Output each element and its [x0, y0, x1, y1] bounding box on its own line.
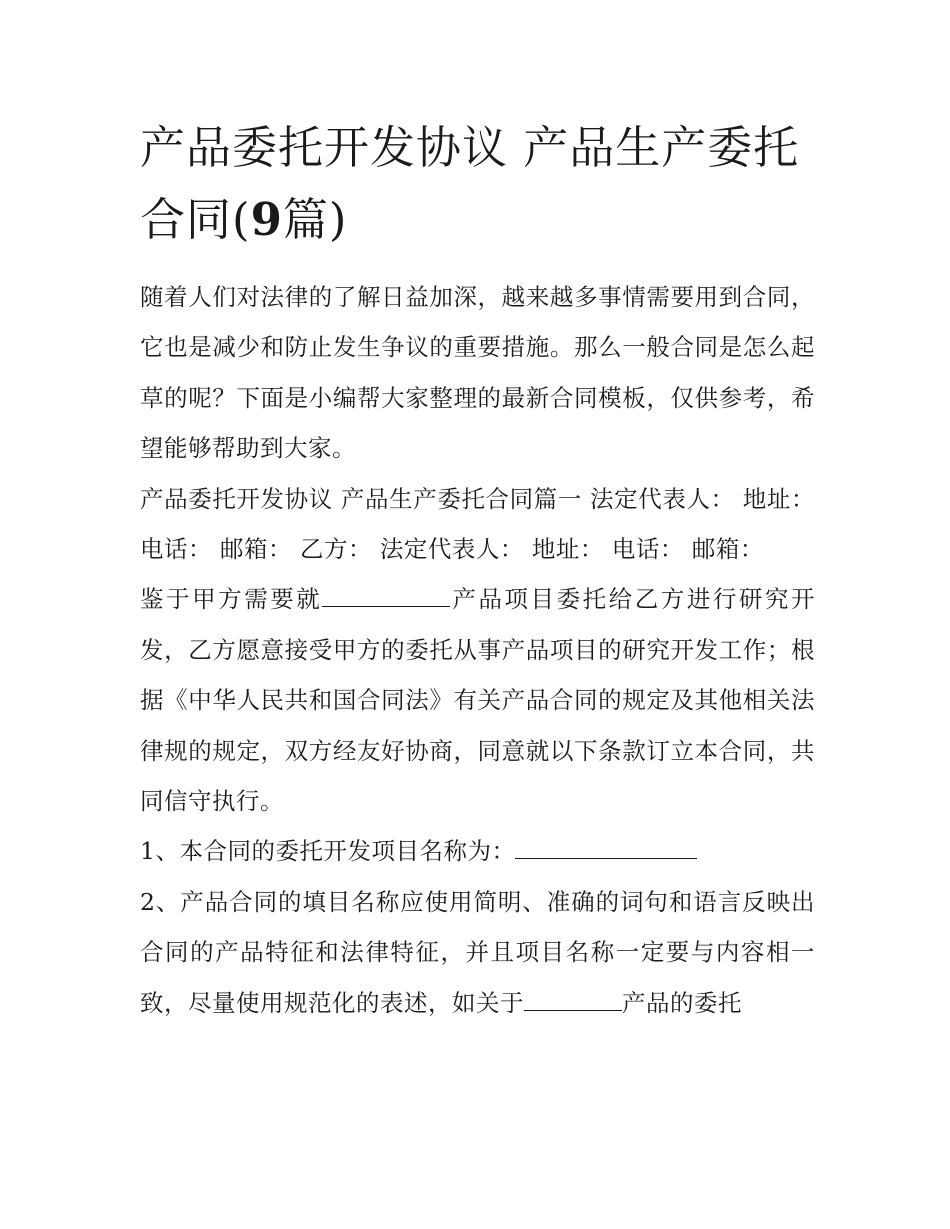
- blank-line: [515, 838, 697, 859]
- document-page: [140, 112, 815, 1028]
- clause-1-text: 1、本合同的委托开发项目名称为：: [140, 837, 516, 866]
- document-title: [140, 112, 815, 256]
- intro-paragraph: 随着人们对法律的了解日益加深，越来越多事情需要用到合同，它也是减少和防止发生争议的重要措施。那么一般合同是怎么起草的呢？下面是小编帮大家整理的最新合同模板，仅供参考，希望能够帮助到大家。: [140, 283, 815, 463]
- title-part-2: 篇): [282, 193, 348, 246]
- title-part-1: 产品委托开发协议 产品生产委托合同(: [140, 121, 800, 246]
- recital-text-after: 产品项目委托给乙方进行研究开发，乙方愿意接受甲方的委托从事产品项目的研究开发工作；根据《中华人民共和国合同法》有关产品合同的规定及其他相关法律规的规定，双方经友好协商，同意就以下条款订立本合同，共同信守执行。: [140, 585, 816, 816]
- clause-2-text-after: 产品的委托: [622, 988, 742, 1017]
- clause-1: [140, 826, 815, 876]
- blank-line: [322, 586, 450, 607]
- recital-text-before: 鉴于甲方需要就: [140, 585, 323, 614]
- section-1-heading: 产品委托开发协议 产品生产委托合同篇一 法定代表人： 地址： 电话： 邮箱： 乙方： 法定代表人： 地址： 电话： 邮箱：: [140, 484, 815, 564]
- clause-2: [140, 877, 815, 1028]
- title-number: 9: [250, 193, 283, 246]
- clause-2-text-before: 2、产品合同的填目名称应使用简明、准确的词句和语言反映出合同的产品特征和法律特征，并且项目名称一定要与内容相一致，尽量使用规范化的表述，如关于: [140, 887, 815, 1017]
- recital-paragraph: [140, 574, 815, 826]
- blank-line: [524, 990, 622, 1011]
